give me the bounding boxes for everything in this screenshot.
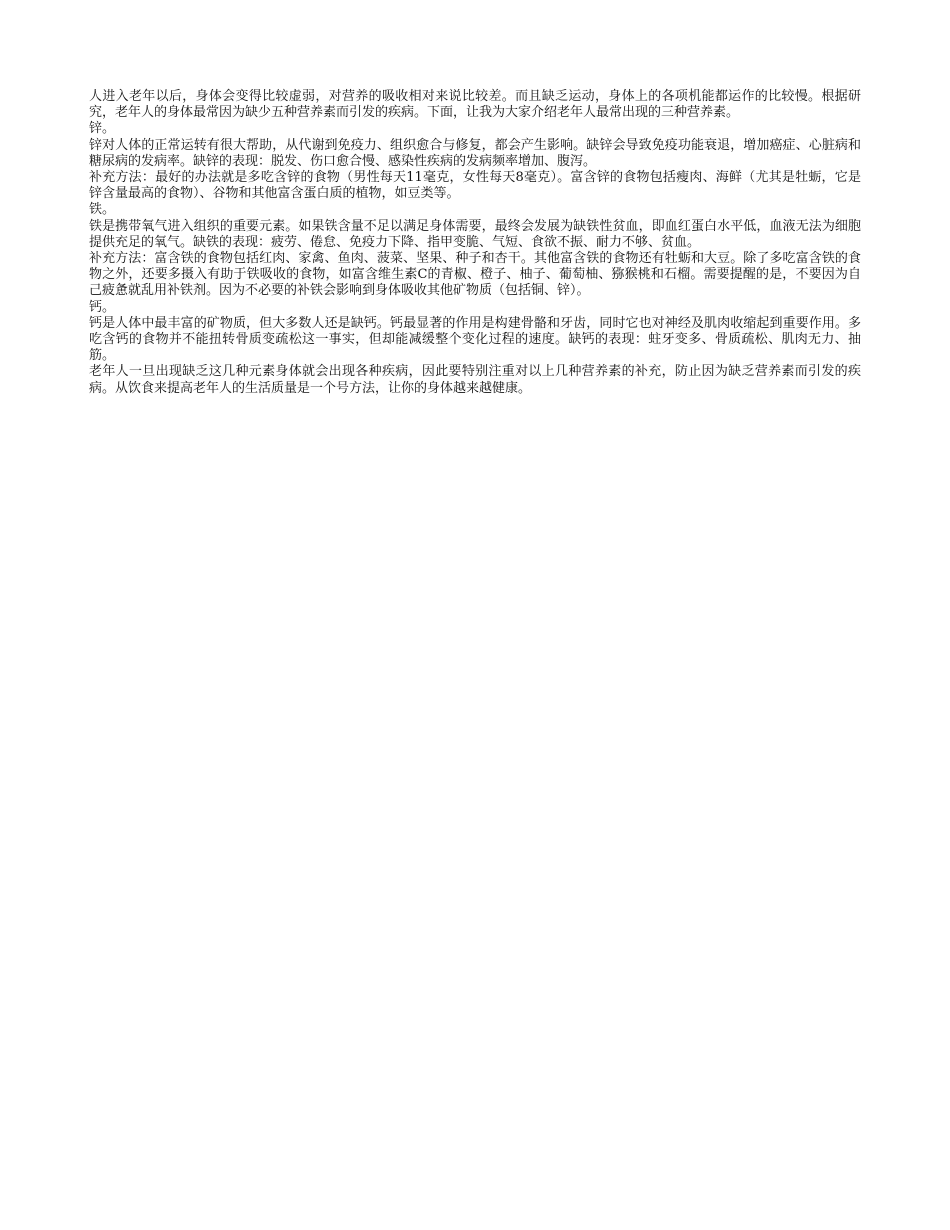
zinc-supplement-paragraph: 补充方法：最好的办法就是多吃含锌的食物（男性每天11毫克，女性每天8毫克）。富含锌的食物包括瘦肉、海鲜（尤其是牡蛎，它是锌含量最高的食物）、谷物和其他富含蛋白质的植物，如豆类等。 <box>89 170 861 202</box>
iron-heading: 铁。 <box>89 202 116 218</box>
iron-supplement-paragraph: 补充方法：富含铁的食物包括红肉、家禽、鱼肉、菠菜、坚果、种子和杏干。其他富含铁的食物还有牡蛎和大豆。除了多吃富含铁的食物之外，还要多摄入有助于铁吸收的食物，如富含维生素C的青椒、橙子、柚子、葡萄柚、猕猴桃和石榴。需要提醒的是，不要因为自己疲惫就乱用补铁剂。因为不必要的补铁会影响到身体吸收其他矿物质（包括铜、锌）。 <box>89 251 861 299</box>
calcium-heading: 钙。 <box>89 299 116 315</box>
intro-paragraph: 人进入老年以后，身体会变得比较虚弱，对营养的吸收相对来说比较差。而且缺乏运动，身体上的各项机能都运作的比较慢。根据研究，老年人的身体最常因为缺少五种营养素而引发的疾病。下面，让我为大家介绍老年人最常出现的三种营养素。 <box>89 89 861 121</box>
calcium-description-paragraph: 钙是人体中最丰富的矿物质，但大多数人还是缺钙。钙最显著的作用是构建骨骼和牙齿，同时它也对神经及肌肉收缩起到重要作用。多吃含钙的食物并不能扭转骨质变疏松这一事实，但却能减缓整个变化过程的速度。缺钙的表现：蛀牙变多、骨质疏松、肌肉无力、抽筋。 <box>89 315 861 364</box>
iron-description-paragraph: 铁是携带氧气进入组织的重要元素。如果铁含量不足以满足身体需要，最终会发展为缺铁性贫血，即血红蛋白水平低，血液无法为细胞提供充足的氧气。缺铁的表现：疲劳、倦怠、免疫力下降、指甲变脆、气短、食欲不振、耐力不够、贫血。 <box>89 218 861 250</box>
zinc-description-paragraph: 锌对人体的正常运转有很大帮助，从代谢到免疫力、组织愈合与修复，都会产生影响。缺锌会导致免疫功能衰退，增加癌症、心脏病和糖尿病的发病率。缺锌的表现：脱发、伤口愈合慢、感染性疾病的发病频率增加、腹泻。 <box>89 137 861 169</box>
zinc-heading: 锌。 <box>89 121 116 137</box>
conclusion-paragraph: 老年人一旦出现缺乏这几种元素身体就会出现各种疾病，因此要特别注重对以上几种营养素的补充，防止因为缺乏营养素而引发的疾病。从饮食来提高老年人的生活质量是一个号方法，让你的身体越来越健康。 <box>89 364 861 396</box>
article-body <box>89 89 861 397</box>
